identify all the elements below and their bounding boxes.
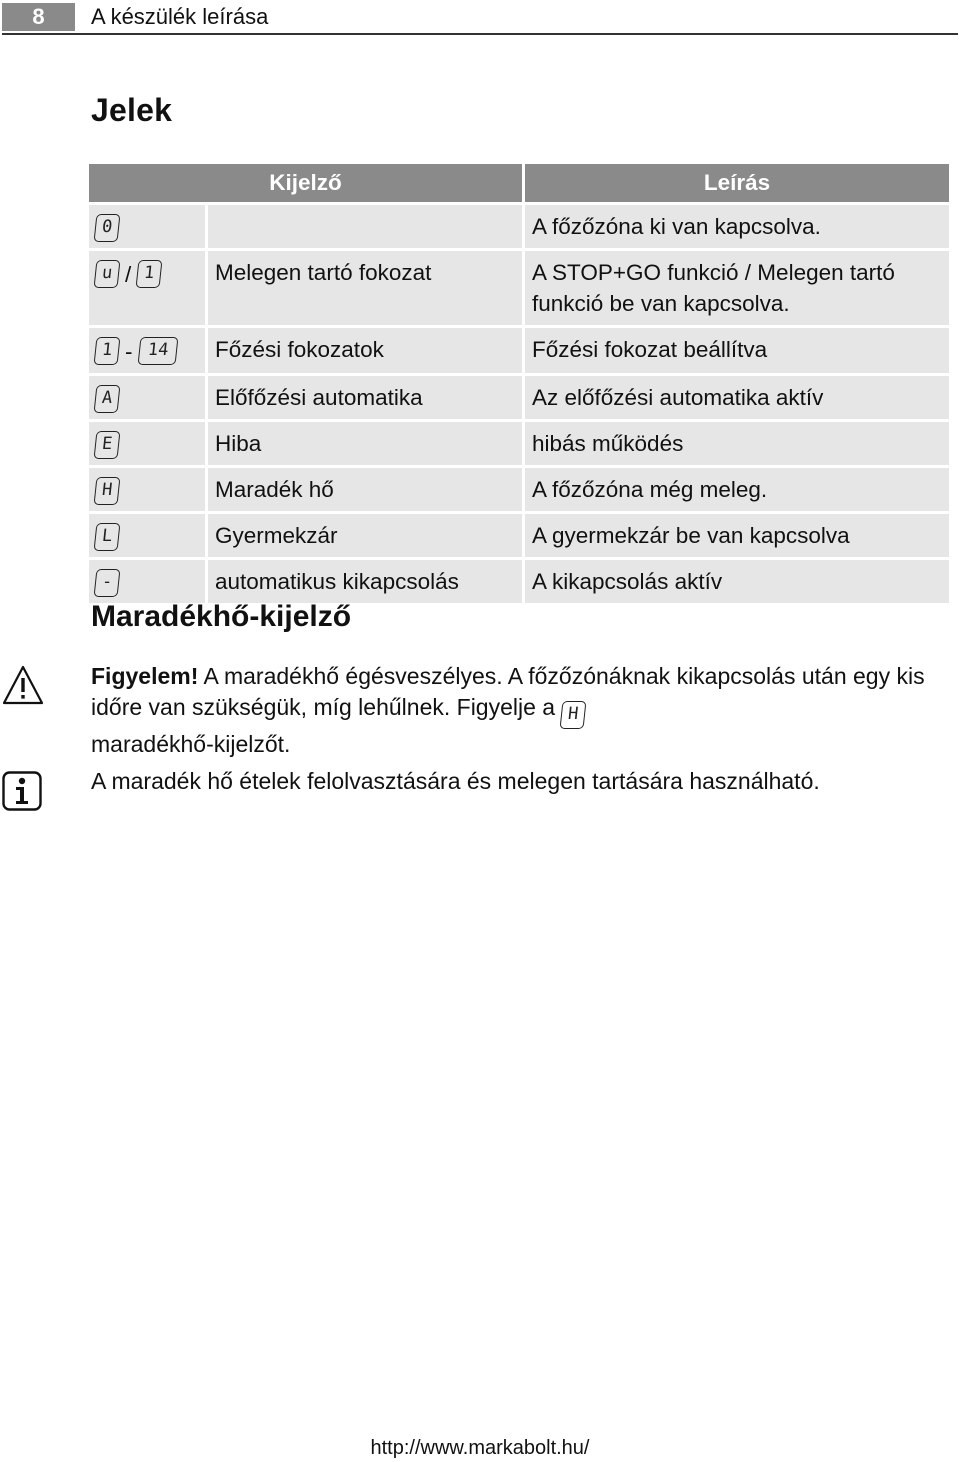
display-symbol-cell bbox=[89, 468, 205, 511]
display-symbol-cell bbox=[89, 328, 205, 373]
symbol-description-cell: A főzőzóna ki van kapcsolva. bbox=[525, 205, 949, 248]
display-symbol: H bbox=[94, 477, 121, 505]
warning-triangle-icon bbox=[2, 664, 44, 706]
warning-text-end: maradékhő-kijelzőt. bbox=[91, 731, 291, 757]
display-symbol: 1 bbox=[94, 337, 121, 365]
display-symbol: 14 bbox=[137, 337, 178, 365]
column-header-description: Leírás bbox=[525, 164, 949, 202]
warning-text: A maradékhő égésveszélyes. A főzőzónáknak kikapcsolás után egy kis időre van szükségük, míg lehűlnek. Figyelje a bbox=[91, 663, 925, 720]
symbol-description-cell: Főzési fokozat beállítva bbox=[525, 328, 949, 373]
section-title-jelek: Jelek bbox=[91, 92, 173, 128]
display-symbol-cell bbox=[89, 514, 205, 557]
symbol-description-cell: Az előfőzési automatika aktív bbox=[525, 376, 949, 419]
display-symbol-cell bbox=[89, 376, 205, 419]
warning-note bbox=[91, 661, 941, 760]
symbol-name-cell: Főzési fokozatok bbox=[208, 328, 522, 373]
symbol-name-cell: Melegen tartó fokozat bbox=[208, 251, 522, 325]
display-symbol: 1 bbox=[136, 260, 163, 288]
table-row bbox=[89, 514, 949, 557]
table-row bbox=[89, 205, 949, 248]
column-header-display: Kijelző bbox=[89, 164, 522, 202]
table-row bbox=[89, 251, 949, 325]
table-row bbox=[89, 468, 949, 511]
header-divider bbox=[2, 33, 958, 35]
display-symbol: u bbox=[94, 260, 121, 288]
table-row bbox=[89, 328, 949, 373]
symbol-name-cell: automatikus kikapcsolás bbox=[208, 560, 522, 603]
display-symbol: - bbox=[94, 569, 121, 597]
symbol-description-cell: A STOP+GO funkció / Melegen tartó funkció be van kapcsolva. bbox=[525, 251, 949, 325]
table-row bbox=[89, 422, 949, 465]
display-symbol: E bbox=[94, 431, 121, 459]
symbol-description-cell: A kikapcsolás aktív bbox=[525, 560, 949, 603]
symbol-separator: / bbox=[125, 261, 132, 287]
display-symbol-cell bbox=[89, 560, 205, 603]
section-title-residual-heat: Maradékhő-kijelző bbox=[91, 600, 352, 633]
info-note: A maradék hő ételek felolvasztására és melegen tartására használható. bbox=[91, 768, 820, 794]
symbol-description-cell: A főzőzóna még meleg. bbox=[525, 468, 949, 511]
display-symbol: A bbox=[94, 385, 121, 413]
table-row bbox=[89, 376, 949, 419]
symbol-separator: - bbox=[125, 338, 133, 364]
symbol-description-cell: A gyermekzár be van kapcsolva bbox=[525, 514, 949, 557]
symbol-name-cell: Maradék hő bbox=[208, 468, 522, 511]
display-symbol: L bbox=[94, 523, 121, 551]
display-symbol-cell bbox=[89, 422, 205, 465]
page-number: 8 bbox=[2, 3, 75, 31]
display-symbol-cell bbox=[89, 205, 205, 248]
info-icon bbox=[2, 771, 42, 811]
table-header-row bbox=[89, 164, 949, 202]
table-row bbox=[89, 560, 949, 603]
symbols-table bbox=[86, 161, 952, 606]
header-title: A készülék leírása bbox=[91, 4, 269, 29]
symbol-description-cell: hibás működés bbox=[525, 422, 949, 465]
symbol-name-cell: Hiba bbox=[208, 422, 522, 465]
footer-url: http://www.markabolt.hu/ bbox=[370, 1437, 590, 1459]
display-symbol: 0 bbox=[94, 214, 121, 242]
display-symbol-cell bbox=[89, 251, 205, 325]
warning-lead: Figyelem! bbox=[91, 663, 199, 689]
page-header bbox=[0, 0, 960, 36]
symbol-name-cell: Előfőzési automatika bbox=[208, 376, 522, 419]
residual-heat-symbol: H bbox=[560, 701, 587, 729]
symbol-name-cell bbox=[208, 205, 522, 248]
symbol-name-cell: Gyermekzár bbox=[208, 514, 522, 557]
